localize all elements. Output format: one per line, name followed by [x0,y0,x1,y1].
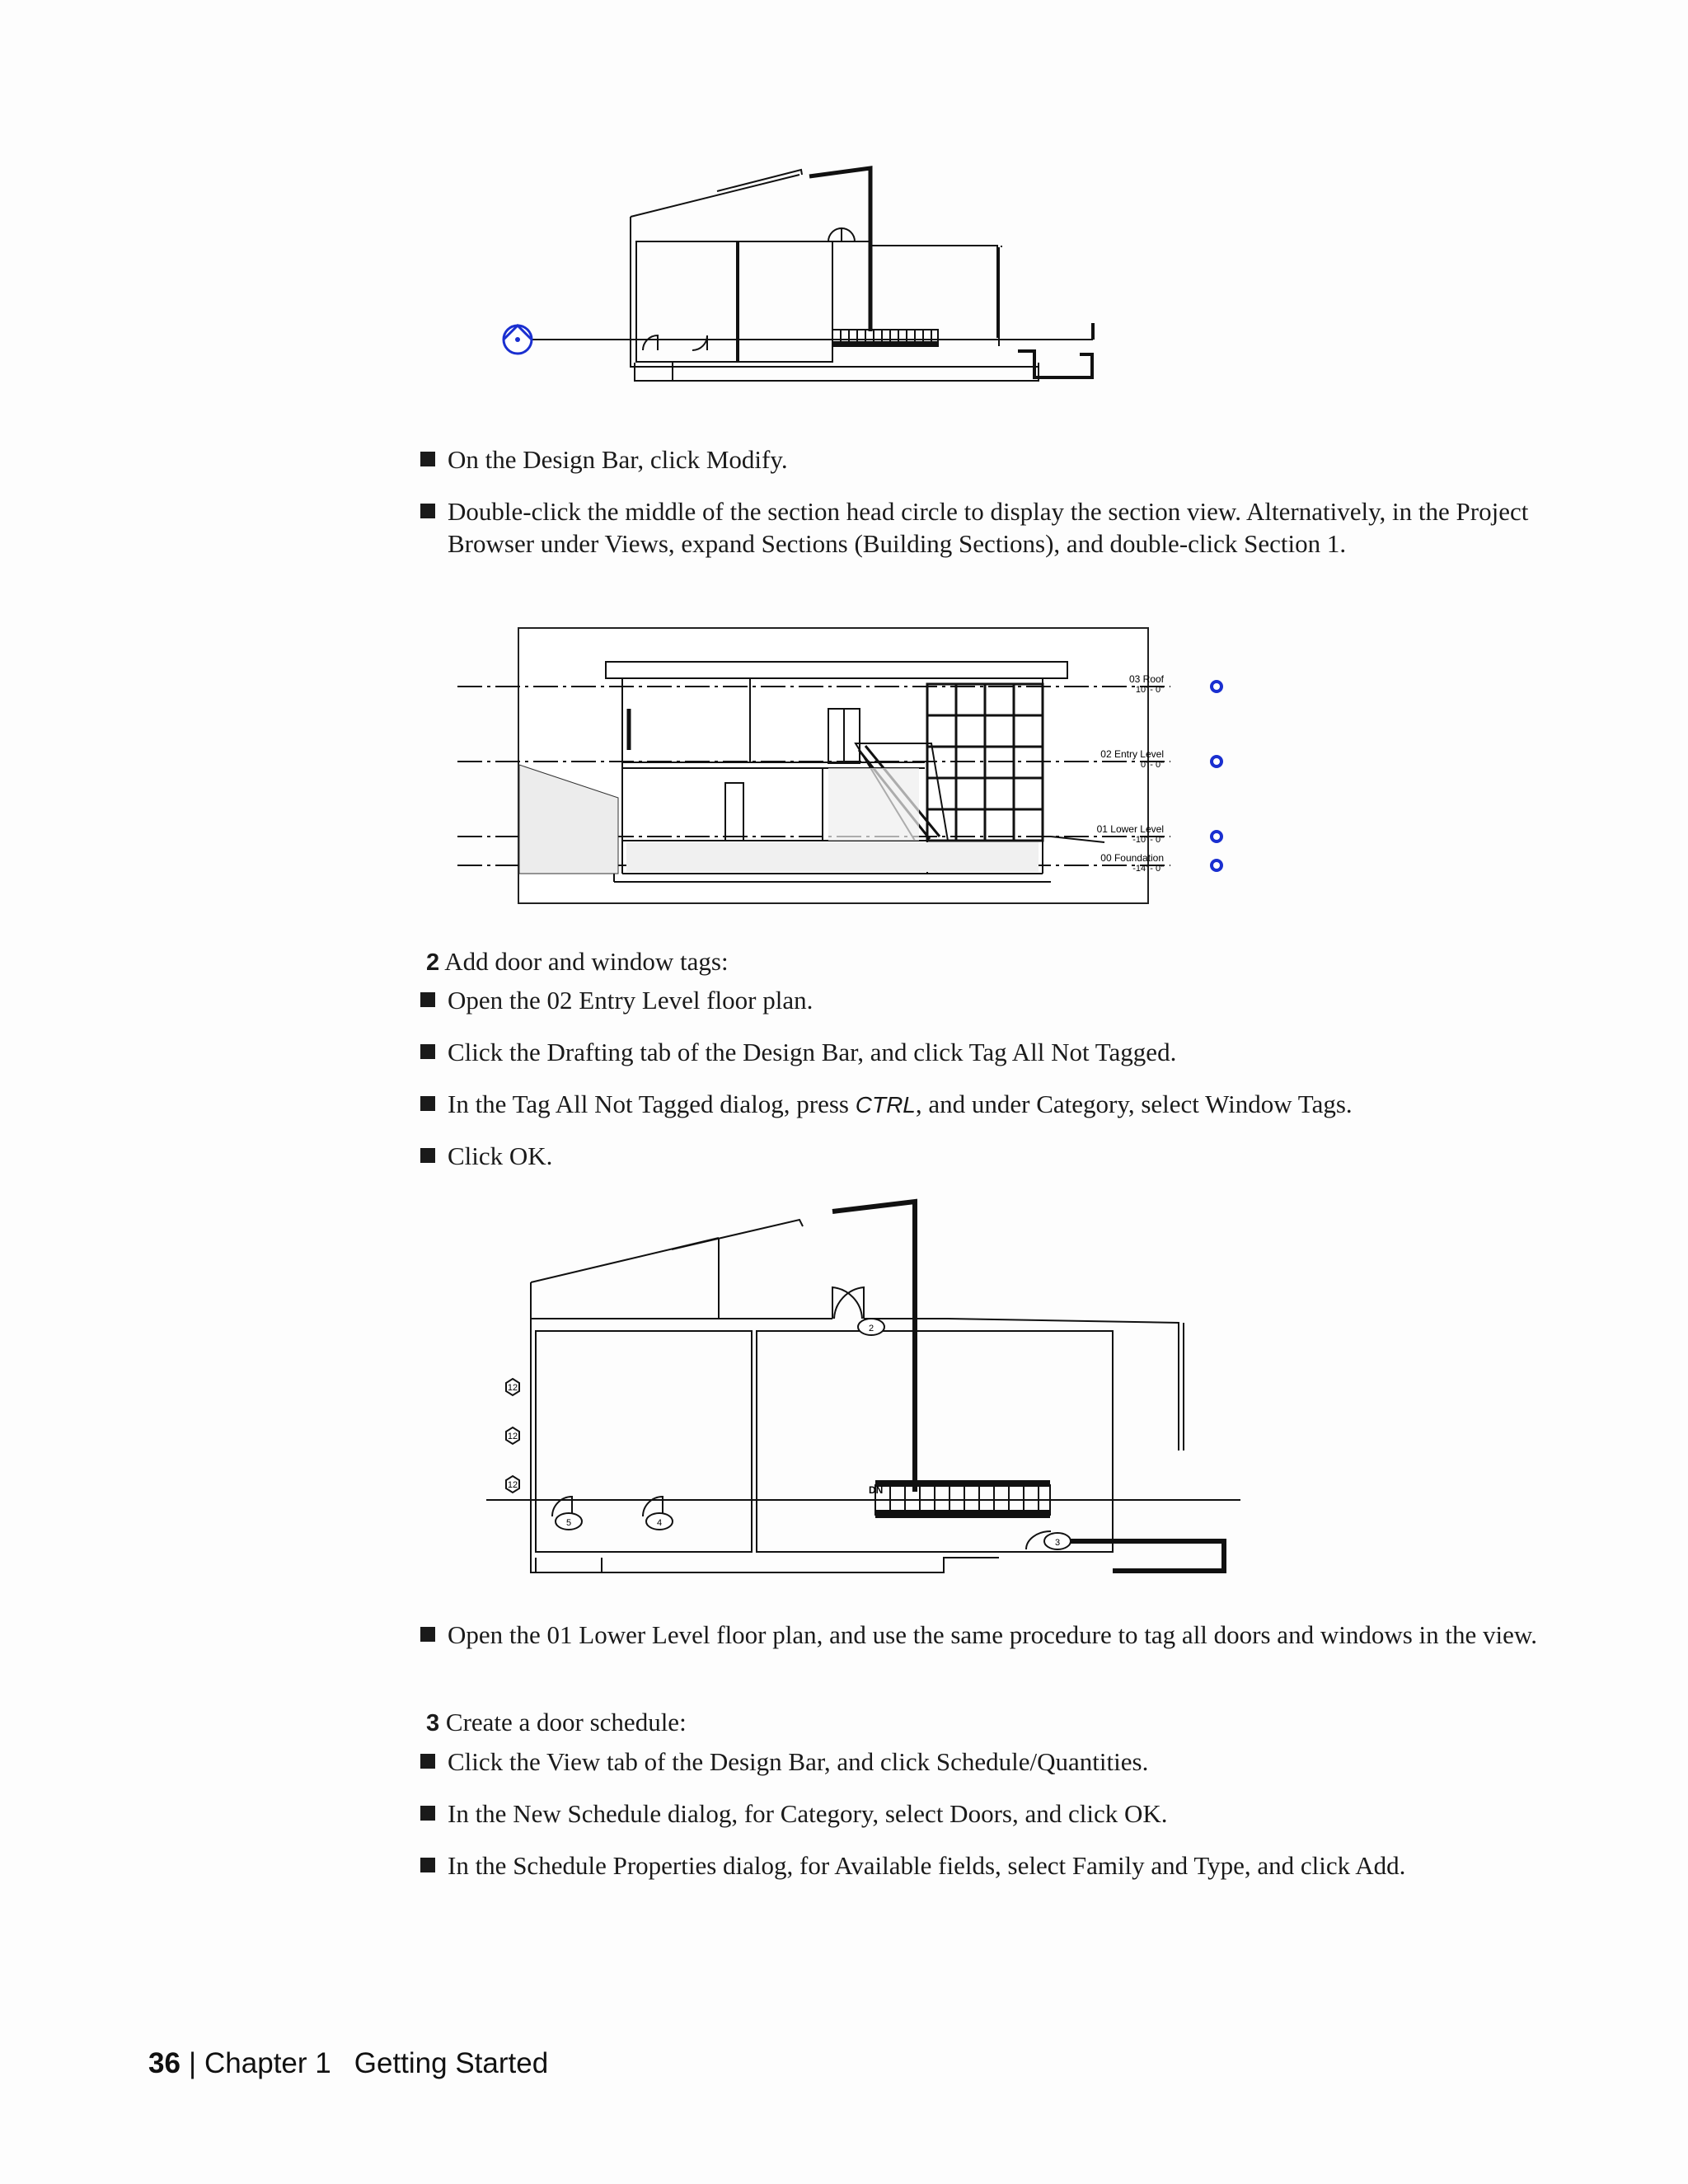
level-elev: 10' - 0" [1135,685,1164,695]
step-3-heading [426,1706,687,1740]
stair-direction-label: DN [869,1484,884,1496]
svg-text:4: 4 [656,1518,663,1528]
svg-text:5: 5 [565,1518,572,1528]
step-2-heading [426,945,729,979]
bullet-new-schedule [448,1797,1552,1830]
bullet-double-click [448,495,1552,560]
chapter-label: Chapter 1 [204,2047,331,2079]
bullet-square-icon [420,1627,435,1642]
bullet-text: Click OK. [448,1141,553,1170]
level-name: 00 Foundation [1100,852,1164,864]
bullet-square-icon [420,1096,435,1111]
window-tag-icon [506,1427,519,1444]
level-elev: -14' - 0" [1132,864,1164,874]
step-number: 2 [426,949,440,976]
door-tag-icon [1044,1533,1071,1549]
bullet-ctrl-window-tags [448,1088,1552,1121]
bullet-open-lower-level [448,1619,1552,1651]
bullet-schedule-properties [448,1849,1552,1882]
step-text: Add door and window tags: [444,947,729,976]
building-section-figure [453,626,1236,907]
bullet-text: Open the 02 Entry Level floor plan. [448,986,814,1015]
level-elev: 0' - 0" [1140,760,1164,770]
page-footer [148,2047,548,2080]
bullet-square-icon [420,1806,435,1821]
window-tag-icon [506,1379,519,1395]
bullet-text: Click the Drafting tab of the Design Bar, and click Tag All Not Tagged. [448,1038,1177,1066]
bullet-square-icon [420,1754,435,1769]
chapter-title: Getting Started [354,2047,549,2079]
level-name: 02 Entry Level [1100,748,1164,760]
ctrl-key: CTRL [855,1092,916,1118]
door-tag-icon [858,1319,884,1335]
level-elev: -10' - 0" [1132,835,1164,845]
bullet-open-entry-level [448,984,1552,1016]
svg-text:2: 2 [868,1324,874,1333]
svg-text:12: 12 [507,1383,518,1393]
bullet-square-icon [420,992,435,1007]
bullet-click-ok [448,1140,1552,1172]
step-text: Create a door schedule: [445,1708,687,1736]
bullet-text-before: In the Tag All Not Tagged dialog, press [448,1090,856,1118]
door-tag-icon [556,1513,582,1530]
page-number: 36 [148,2047,181,2079]
bullet-text: Click the View tab of the Design Bar, and click Schedule/Quantities. [448,1747,1149,1776]
bullet-text-after: , and under Category, select Window Tags. [915,1090,1353,1118]
svg-text:3: 3 [1054,1538,1061,1548]
bullet-text: In the New Schedule dialog, for Category, select Doors, and click OK. [448,1799,1168,1828]
bullet-text: On the Design Bar, click Modify. [448,445,788,474]
tagged-floor-plan-figure [486,1195,1245,1582]
svg-text:12: 12 [507,1480,518,1490]
level-tag-roof [1129,673,1223,695]
bullet-text: Open the 01 Lower Level floor plan, and use the same procedure to tag all doors and windows in the view. [448,1620,1537,1649]
section-head-icon[interactable] [504,326,532,354]
svg-text:12: 12 [507,1432,518,1441]
bullet-square-icon [420,452,435,466]
footer-separator: | [188,2047,197,2079]
level-name: 03 Roof [1128,673,1164,685]
bullet-view-tab [448,1746,1552,1778]
window-tag-icon [506,1476,519,1493]
bullet-modify [448,443,1552,476]
bullet-text: In the Schedule Properties dialog, for Available fields, select Family and Type, and click Add. [448,1851,1406,1880]
bullet-square-icon [420,1148,435,1163]
bullet-square-icon [420,1044,435,1059]
plan-with-section-line-figure [486,157,1113,396]
level-name: 01 Lower Level [1096,823,1164,835]
door-tag-icon [646,1513,673,1530]
bullet-square-icon [420,1858,435,1872]
bullet-text: Double-click the middle of the section head circle to display the section view. Alternatively, in the Project Browser under Views, expand Sections (Building Sections), and double-click Section 1. [448,497,1529,558]
bullet-drafting-tab [448,1036,1552,1068]
step-number: 3 [426,1710,440,1736]
bullet-square-icon [420,504,435,518]
